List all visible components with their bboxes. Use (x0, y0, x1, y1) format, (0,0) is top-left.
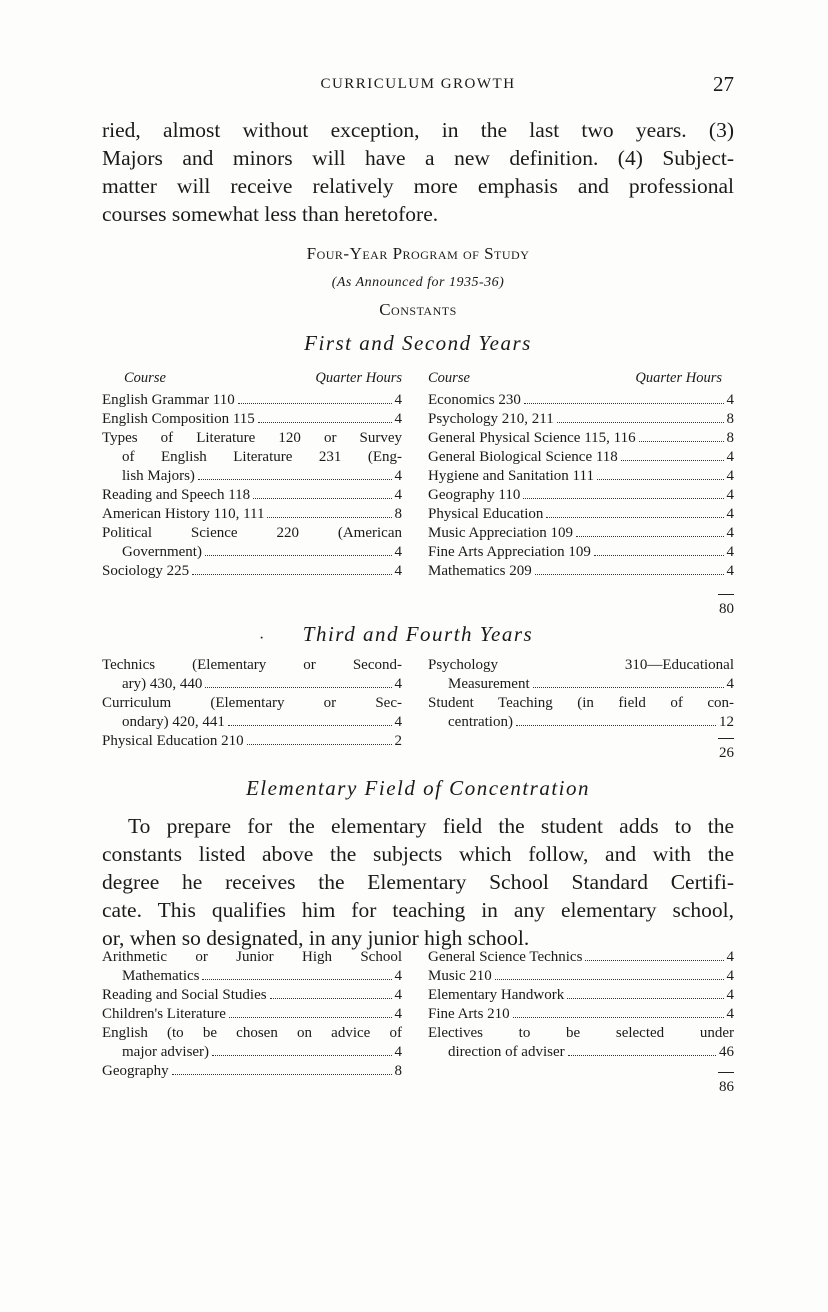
dot-leader (639, 441, 724, 442)
course-row (102, 1005, 402, 1024)
course-entry (428, 486, 734, 505)
elementary-paragraph (102, 812, 734, 952)
course-entry (102, 694, 402, 732)
course-name: major adviser) (122, 1044, 210, 1060)
course-entry (428, 410, 734, 429)
quarter-hours: 4 (726, 987, 734, 1003)
course-row (102, 467, 402, 486)
elementary-line: cate. This qualifies him for teaching in any elementary school, (102, 898, 734, 922)
course-entry (428, 391, 734, 410)
quarter-hours: 4 (726, 392, 734, 408)
course-entry (428, 524, 734, 543)
elementary-line: or, when so designated, in any junior high school. (102, 926, 530, 950)
course-row (102, 713, 402, 732)
course-name: Physical Education (428, 506, 544, 522)
dot-leader (212, 1055, 391, 1056)
quarter-hours: 8 (726, 411, 734, 427)
quarter-hours: 4 (394, 676, 402, 692)
dot-leader (557, 422, 724, 423)
first-second-left-column (102, 369, 402, 581)
dot-leader (535, 574, 724, 575)
course-name: centration) (448, 714, 513, 730)
course-entry (102, 524, 402, 562)
course-entry (428, 967, 734, 986)
course-row (428, 1043, 734, 1062)
course-row (102, 675, 402, 694)
course-name: General Physical Science 115, 116 (428, 430, 636, 446)
course-name-line: Electives to be selected under (428, 1025, 734, 1041)
course-entry (428, 694, 734, 732)
course-name-line: Political Science 220 (American (102, 525, 402, 541)
dot-leader (202, 979, 391, 980)
quarter-hours: 4 (394, 1006, 402, 1022)
intro-line: Majors and minors will have a new definition. (4) Subject- (102, 146, 734, 170)
quarter-hours: 4 (394, 563, 402, 579)
course-name-line: English (to be chosen on advice of (102, 1025, 402, 1041)
course-entry (428, 1024, 734, 1062)
dot-leader (523, 498, 723, 499)
dot-leader (228, 725, 392, 726)
course-name-line: Technics (Elementary or Second- (102, 657, 402, 673)
course-list (102, 656, 402, 751)
course-entry (428, 429, 734, 448)
stray-mark: · (259, 630, 265, 647)
third-fourth-heading: Third and Fourth Years (302, 622, 534, 646)
course-name: Sociology 225 (102, 563, 190, 579)
quarter-hours: 46 (719, 1044, 734, 1060)
dot-leader (205, 555, 392, 556)
course-name: Music 210 (428, 968, 492, 984)
quarter-hours: 4 (394, 392, 402, 408)
elementary-line: degree he receives the Elementary School Standard Certifi- (102, 870, 734, 894)
dot-leader (524, 403, 724, 404)
course-entry (102, 410, 402, 429)
dot-leader (172, 1074, 392, 1075)
quarter-hours: 4 (726, 506, 734, 522)
course-name: General Science Technics (428, 949, 583, 965)
course-name-line: Arithmetic or Junior High School (102, 949, 402, 965)
column-header-hours: Quarter Hours (315, 370, 402, 386)
elementary-total (694, 1072, 734, 1096)
first-second-right-column (428, 369, 734, 581)
course-name: Fine Arts 210 (428, 1006, 510, 1022)
course-name: Geography 110 (428, 487, 521, 503)
dot-leader (258, 422, 392, 423)
third-fourth-right-column (428, 656, 734, 732)
quarter-hours: 4 (394, 987, 402, 1003)
column-header-course: Course (124, 370, 166, 386)
column-header-hours: Quarter Hours (635, 370, 722, 386)
course-row (428, 448, 734, 467)
running-head (102, 72, 734, 100)
first-second-heading: First and Second Years (304, 331, 532, 355)
course-row (428, 1005, 734, 1024)
course-name: Geography (102, 1063, 169, 1079)
column-header (428, 369, 734, 388)
course-row (428, 467, 734, 486)
dot-leader (247, 744, 392, 745)
running-title: CURRICULUM GROWTH (320, 76, 516, 92)
course-name: Psychology 210, 211 (428, 411, 554, 427)
dot-leader (533, 687, 724, 688)
course-row (428, 524, 734, 543)
course-entry (102, 1024, 402, 1062)
course-entry (428, 543, 734, 562)
elementary-line: To prepare for the elementary field the student adds to the (128, 814, 734, 838)
dot-leader (621, 460, 724, 461)
elementary-left-column (102, 948, 402, 1081)
course-name: Physical Education 210 (102, 733, 244, 749)
dot-leader (513, 1017, 724, 1018)
quarter-hours: 4 (726, 468, 734, 484)
total-rule (718, 1072, 734, 1073)
course-entry (102, 1062, 402, 1081)
quarter-hours: 4 (726, 968, 734, 984)
program-announced: (As Announced for 1935-36) (331, 275, 505, 290)
dot-leader (270, 998, 392, 999)
course-row (102, 967, 402, 986)
dot-leader (238, 403, 392, 404)
intro-paragraph (102, 116, 734, 228)
elementary-line: constants listed above the subjects which follow, and with the (102, 842, 734, 866)
dot-leader (576, 536, 724, 537)
dot-leader (594, 555, 724, 556)
course-row (102, 986, 402, 1005)
course-row (428, 543, 734, 562)
course-entry (102, 732, 402, 751)
dot-leader (198, 479, 392, 480)
course-name: English Grammar 110 (102, 392, 235, 408)
course-name: Reading and Social Studies (102, 987, 267, 1003)
constants-heading: Constants (379, 300, 457, 319)
course-name: English Composition 115 (102, 411, 255, 427)
column-header-course: Course (428, 370, 470, 386)
course-entry (428, 562, 734, 581)
course-entry (102, 948, 402, 986)
course-row (428, 986, 734, 1005)
course-entry (428, 448, 734, 467)
total-rule (718, 594, 734, 595)
quarter-hours: 8 (726, 430, 734, 446)
course-entry (102, 505, 402, 524)
dot-leader (597, 479, 724, 480)
elementary-right-column (428, 948, 734, 1062)
course-name: General Biological Science 118 (428, 449, 618, 465)
total-value: 86 (719, 1079, 734, 1095)
quarter-hours: 8 (394, 506, 402, 522)
course-name: lish Majors) (122, 468, 195, 484)
course-row (102, 543, 402, 562)
course-row (102, 1062, 402, 1081)
program-title: Four-Year Program of Study (306, 244, 530, 263)
quarter-hours: 4 (394, 468, 402, 484)
quarter-hours: 4 (726, 544, 734, 560)
course-name: Fine Arts Appreciation 109 (428, 544, 591, 560)
column-header (102, 369, 402, 388)
course-row (428, 713, 734, 732)
course-name: Measurement (448, 676, 530, 692)
quarter-hours: 4 (726, 1006, 734, 1022)
course-row (102, 391, 402, 410)
dot-leader (585, 960, 723, 961)
course-row (428, 391, 734, 410)
course-name: Mathematics (122, 968, 200, 984)
course-name: Government) (122, 544, 202, 560)
course-name: Children's Literature (102, 1006, 226, 1022)
course-row (102, 486, 402, 505)
quarter-hours: 4 (394, 714, 402, 730)
course-entry (102, 391, 402, 410)
quarter-hours: 4 (394, 544, 402, 560)
quarter-hours: 4 (726, 563, 734, 579)
course-name: direction of adviser (448, 1044, 565, 1060)
course-row (102, 410, 402, 429)
course-name-line: Psychology 310—Educational (428, 657, 734, 673)
course-entry (102, 486, 402, 505)
elementary-heading: Elementary Field of Concentration (245, 776, 591, 800)
dot-leader (568, 1055, 716, 1056)
course-name-line: Student Teaching (in field of con- (428, 695, 734, 711)
quarter-hours: 4 (394, 411, 402, 427)
intro-line: courses somewhat less than heretofore. (102, 202, 439, 226)
quarter-hours: 4 (726, 449, 734, 465)
quarter-hours: 4 (394, 487, 402, 503)
course-name: American History 110, 111 (102, 506, 265, 522)
intro-line: ried, almost without exception, in the last two years. (3) (102, 118, 734, 142)
course-entry (102, 656, 402, 694)
quarter-hours: 2 (394, 733, 402, 749)
quarter-hours: 4 (394, 1044, 402, 1060)
course-name-line: of English Literature 231 (Eng- (122, 449, 402, 465)
course-entry (102, 562, 402, 581)
course-name-line: Types of Literature 120 or Survey (102, 430, 402, 446)
course-row (428, 486, 734, 505)
course-name: Mathematics 209 (428, 563, 532, 579)
course-row (102, 505, 402, 524)
course-name: Music Appreciation 109 (428, 525, 573, 541)
total-rule (718, 738, 734, 739)
course-name: ondary) 420, 441 (122, 714, 225, 730)
course-entry (428, 948, 734, 967)
dot-leader (192, 574, 391, 575)
quarter-hours: 4 (726, 949, 734, 965)
course-list (428, 948, 734, 1062)
course-name: Hygiene and Sanitation 111 (428, 468, 594, 484)
course-row (428, 429, 734, 448)
course-row (428, 505, 734, 524)
page-number: 27 (713, 72, 734, 96)
total-value: 26 (719, 745, 734, 761)
third-fourth-left-column (102, 656, 402, 751)
course-name: Reading and Speech 118 (102, 487, 251, 503)
course-row (102, 562, 402, 581)
course-row (428, 967, 734, 986)
course-row (102, 732, 402, 751)
dot-leader (567, 998, 723, 999)
course-entry (428, 467, 734, 486)
course-name: Economics 230 (428, 392, 521, 408)
quarter-hours: 4 (726, 525, 734, 541)
course-row (428, 948, 734, 967)
quarter-hours: 4 (726, 676, 734, 692)
course-entry (428, 505, 734, 524)
first-second-total (694, 594, 734, 618)
dot-leader (546, 517, 723, 518)
course-entry (428, 1005, 734, 1024)
course-list (102, 948, 402, 1081)
course-name: ary) 430, 440 (122, 676, 203, 692)
dot-leader (229, 1017, 392, 1018)
intro-line: matter will receive relatively more emphasis and professional (102, 174, 734, 198)
course-entry (102, 986, 402, 1005)
quarter-hours: 4 (394, 968, 402, 984)
course-list (428, 391, 734, 581)
course-entry (428, 986, 734, 1005)
course-list (428, 656, 734, 732)
quarter-hours: 12 (719, 714, 734, 730)
dot-leader (516, 725, 716, 726)
quarter-hours: 4 (726, 487, 734, 503)
dot-leader (267, 517, 391, 518)
course-entry (102, 429, 402, 486)
course-name: Elementary Handwork (428, 987, 565, 1003)
third-fourth-total (694, 738, 734, 762)
course-row (428, 675, 734, 694)
quarter-hours: 8 (394, 1063, 402, 1079)
course-row (102, 1043, 402, 1062)
total-value: 80 (719, 601, 734, 617)
course-entry (102, 1005, 402, 1024)
course-row (428, 410, 734, 429)
course-list (102, 391, 402, 581)
course-entry (428, 656, 734, 694)
course-row (428, 562, 734, 581)
dot-leader (495, 979, 724, 980)
course-name-line: Curriculum (Elementary or Sec- (102, 695, 402, 711)
dot-leader (253, 498, 391, 499)
dot-leader (205, 687, 391, 688)
